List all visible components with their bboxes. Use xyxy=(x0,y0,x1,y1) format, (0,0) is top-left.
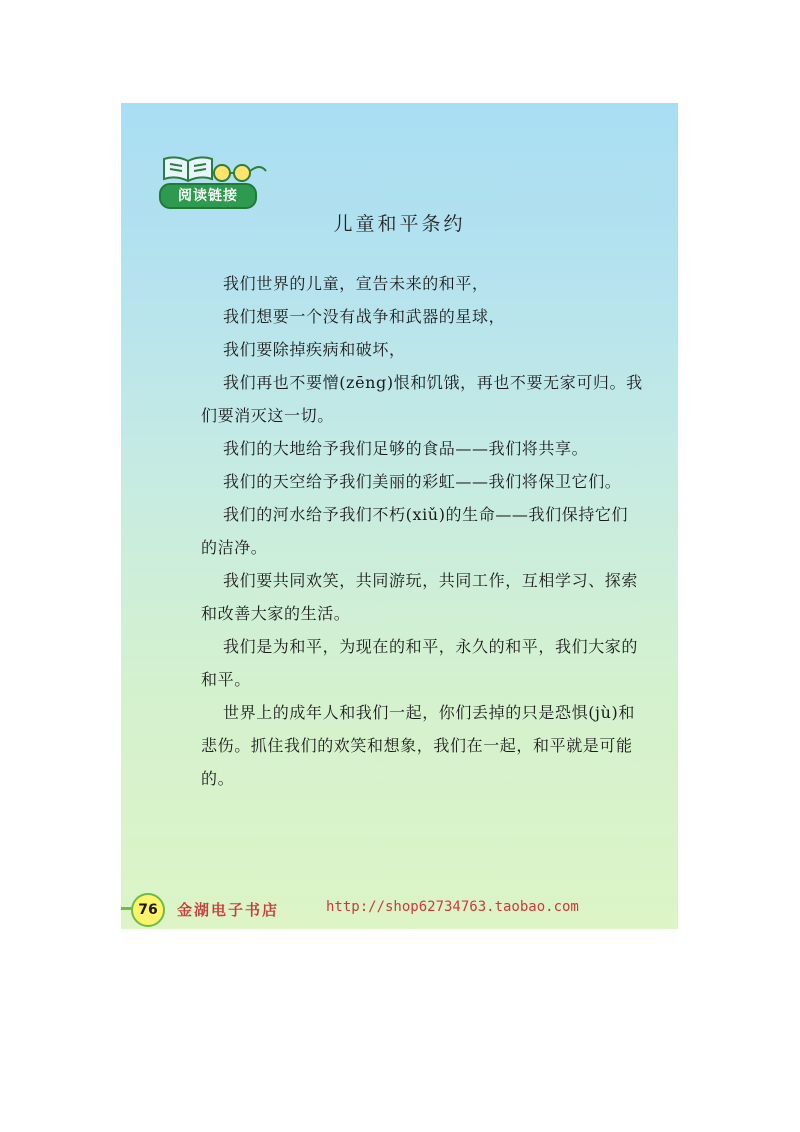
paragraph: 我们再也不要憎(zēng)恨和饥饿，再也不要无家可归。我们要消灭这一切。 xyxy=(201,373,643,425)
article-title: 儿童和平条约 xyxy=(333,213,466,235)
page-number: 76 xyxy=(131,893,165,927)
paragraph: 我们的大地给予我们足够的食品——我们将共享。 xyxy=(223,439,589,458)
paragraph: 我们想要一个没有战争和武器的星球， xyxy=(223,307,506,326)
paragraph: 我们的天空给予我们美丽的彩虹——我们将保卫它们。 xyxy=(223,472,622,491)
paragraph: 我们世界的儿童，宣告未来的和平， xyxy=(223,274,489,293)
paragraph: 我们要除掉疾病和破坏， xyxy=(223,340,406,359)
paragraph: 我们要共同欢笑，共同游玩，共同工作，互相学习、探索和改善大家的生活。 xyxy=(201,571,639,623)
article-body xyxy=(201,263,643,795)
reading-link-badge: 阅读链接 xyxy=(159,183,257,209)
store-name: 金湖电子书店 xyxy=(177,901,280,919)
page-footer xyxy=(121,887,678,929)
paragraph: 我们是为和平，为现在的和平，永久的和平，我们大家的和平。 xyxy=(201,637,639,689)
paragraph: 世界上的成年人和我们一起，你们丢掉的只是恐惧(jù)和悲伤。抓住我们的欢笑和想象，我们在一起，和平就是可能的。 xyxy=(201,703,635,788)
paragraph: 我们的河水给予我们不朽(xiǔ)的生命——我们保持它们的洁净。 xyxy=(201,505,629,557)
store-url: http://shop62734763.taobao.com xyxy=(326,899,579,915)
book-page-scan xyxy=(121,103,678,929)
